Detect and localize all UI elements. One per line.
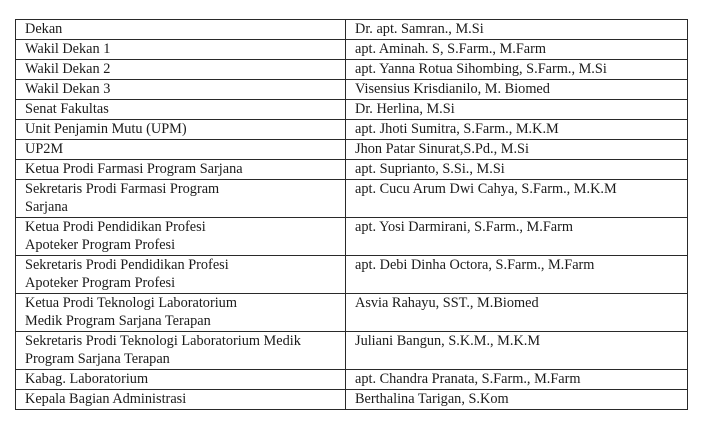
- position-cell: UP2M: [16, 140, 346, 160]
- table-row: [16, 120, 688, 140]
- table-row: [16, 218, 688, 256]
- name-cell: apt. Cucu Arum Dwi Cahya, S.Farm., M.K.M: [346, 180, 688, 218]
- name-cell: apt. Chandra Pranata, S.Farm., M.Farm: [346, 370, 688, 390]
- name-cell: apt. Yosi Darmirani, S.Farm., M.Farm: [346, 218, 688, 256]
- table-row: [16, 160, 688, 180]
- table-row: [16, 332, 688, 370]
- name-cell: apt. Jhoti Sumitra, S.Farm., M.K.M: [346, 120, 688, 140]
- position-cell: Dekan: [16, 20, 346, 40]
- position-cell: Sekretaris Prodi Farmasi Program Sarjana: [16, 180, 346, 218]
- table-row: [16, 390, 688, 410]
- table-row: [16, 180, 688, 218]
- name-cell: apt. Yanna Rotua Sihombing, S.Farm., M.Si: [346, 60, 688, 80]
- table-row: [16, 60, 688, 80]
- name-cell: apt. Suprianto, S.Si., M.Si: [346, 160, 688, 180]
- name-cell: Dr. apt. Samran., M.Si: [346, 20, 688, 40]
- name-cell: apt. Aminah. S, S.Farm., M.Farm: [346, 40, 688, 60]
- position-cell: Wakil Dekan 1: [16, 40, 346, 60]
- name-cell: Berthalina Tarigan, S.Kom: [346, 390, 688, 410]
- position-cell: Wakil Dekan 3: [16, 80, 346, 100]
- table-row: [16, 256, 688, 294]
- name-cell: apt. Debi Dinha Octora, S.Farm., M.Farm: [346, 256, 688, 294]
- table-row: [16, 294, 688, 332]
- position-cell: Ketua Prodi Pendidikan Profesi Apoteker Program Profesi: [16, 218, 346, 256]
- organization-table: [15, 19, 688, 410]
- name-cell: Dr. Herlina, M.Si: [346, 100, 688, 120]
- name-cell: Visensius Krisdianilo, M. Biomed: [346, 80, 688, 100]
- table-row: [16, 140, 688, 160]
- position-cell: Wakil Dekan 2: [16, 60, 346, 80]
- position-cell: Ketua Prodi Farmasi Program Sarjana: [16, 160, 346, 180]
- table-row: [16, 80, 688, 100]
- name-cell: Juliani Bangun, S.K.M., M.K.M: [346, 332, 688, 370]
- table-row: [16, 40, 688, 60]
- position-cell: Unit Penjamin Mutu (UPM): [16, 120, 346, 140]
- position-cell: Sekretaris Prodi Pendidikan Profesi Apoteker Program Profesi: [16, 256, 346, 294]
- position-cell: Sekretaris Prodi Teknologi Laboratorium Medik Program Sarjana Terapan: [16, 332, 346, 370]
- position-cell: Senat Fakultas: [16, 100, 346, 120]
- position-cell: Ketua Prodi Teknologi Laboratorium Medik Program Sarjana Terapan: [16, 294, 346, 332]
- table-row: [16, 20, 688, 40]
- position-cell: Kepala Bagian Administrasi: [16, 390, 346, 410]
- table-row: [16, 100, 688, 120]
- position-cell: Kabag. Laboratorium: [16, 370, 346, 390]
- name-cell: Asvia Rahayu, SST., M.Biomed: [346, 294, 688, 332]
- name-cell: Jhon Patar Sinurat,S.Pd., M.Si: [346, 140, 688, 160]
- table-row: [16, 370, 688, 390]
